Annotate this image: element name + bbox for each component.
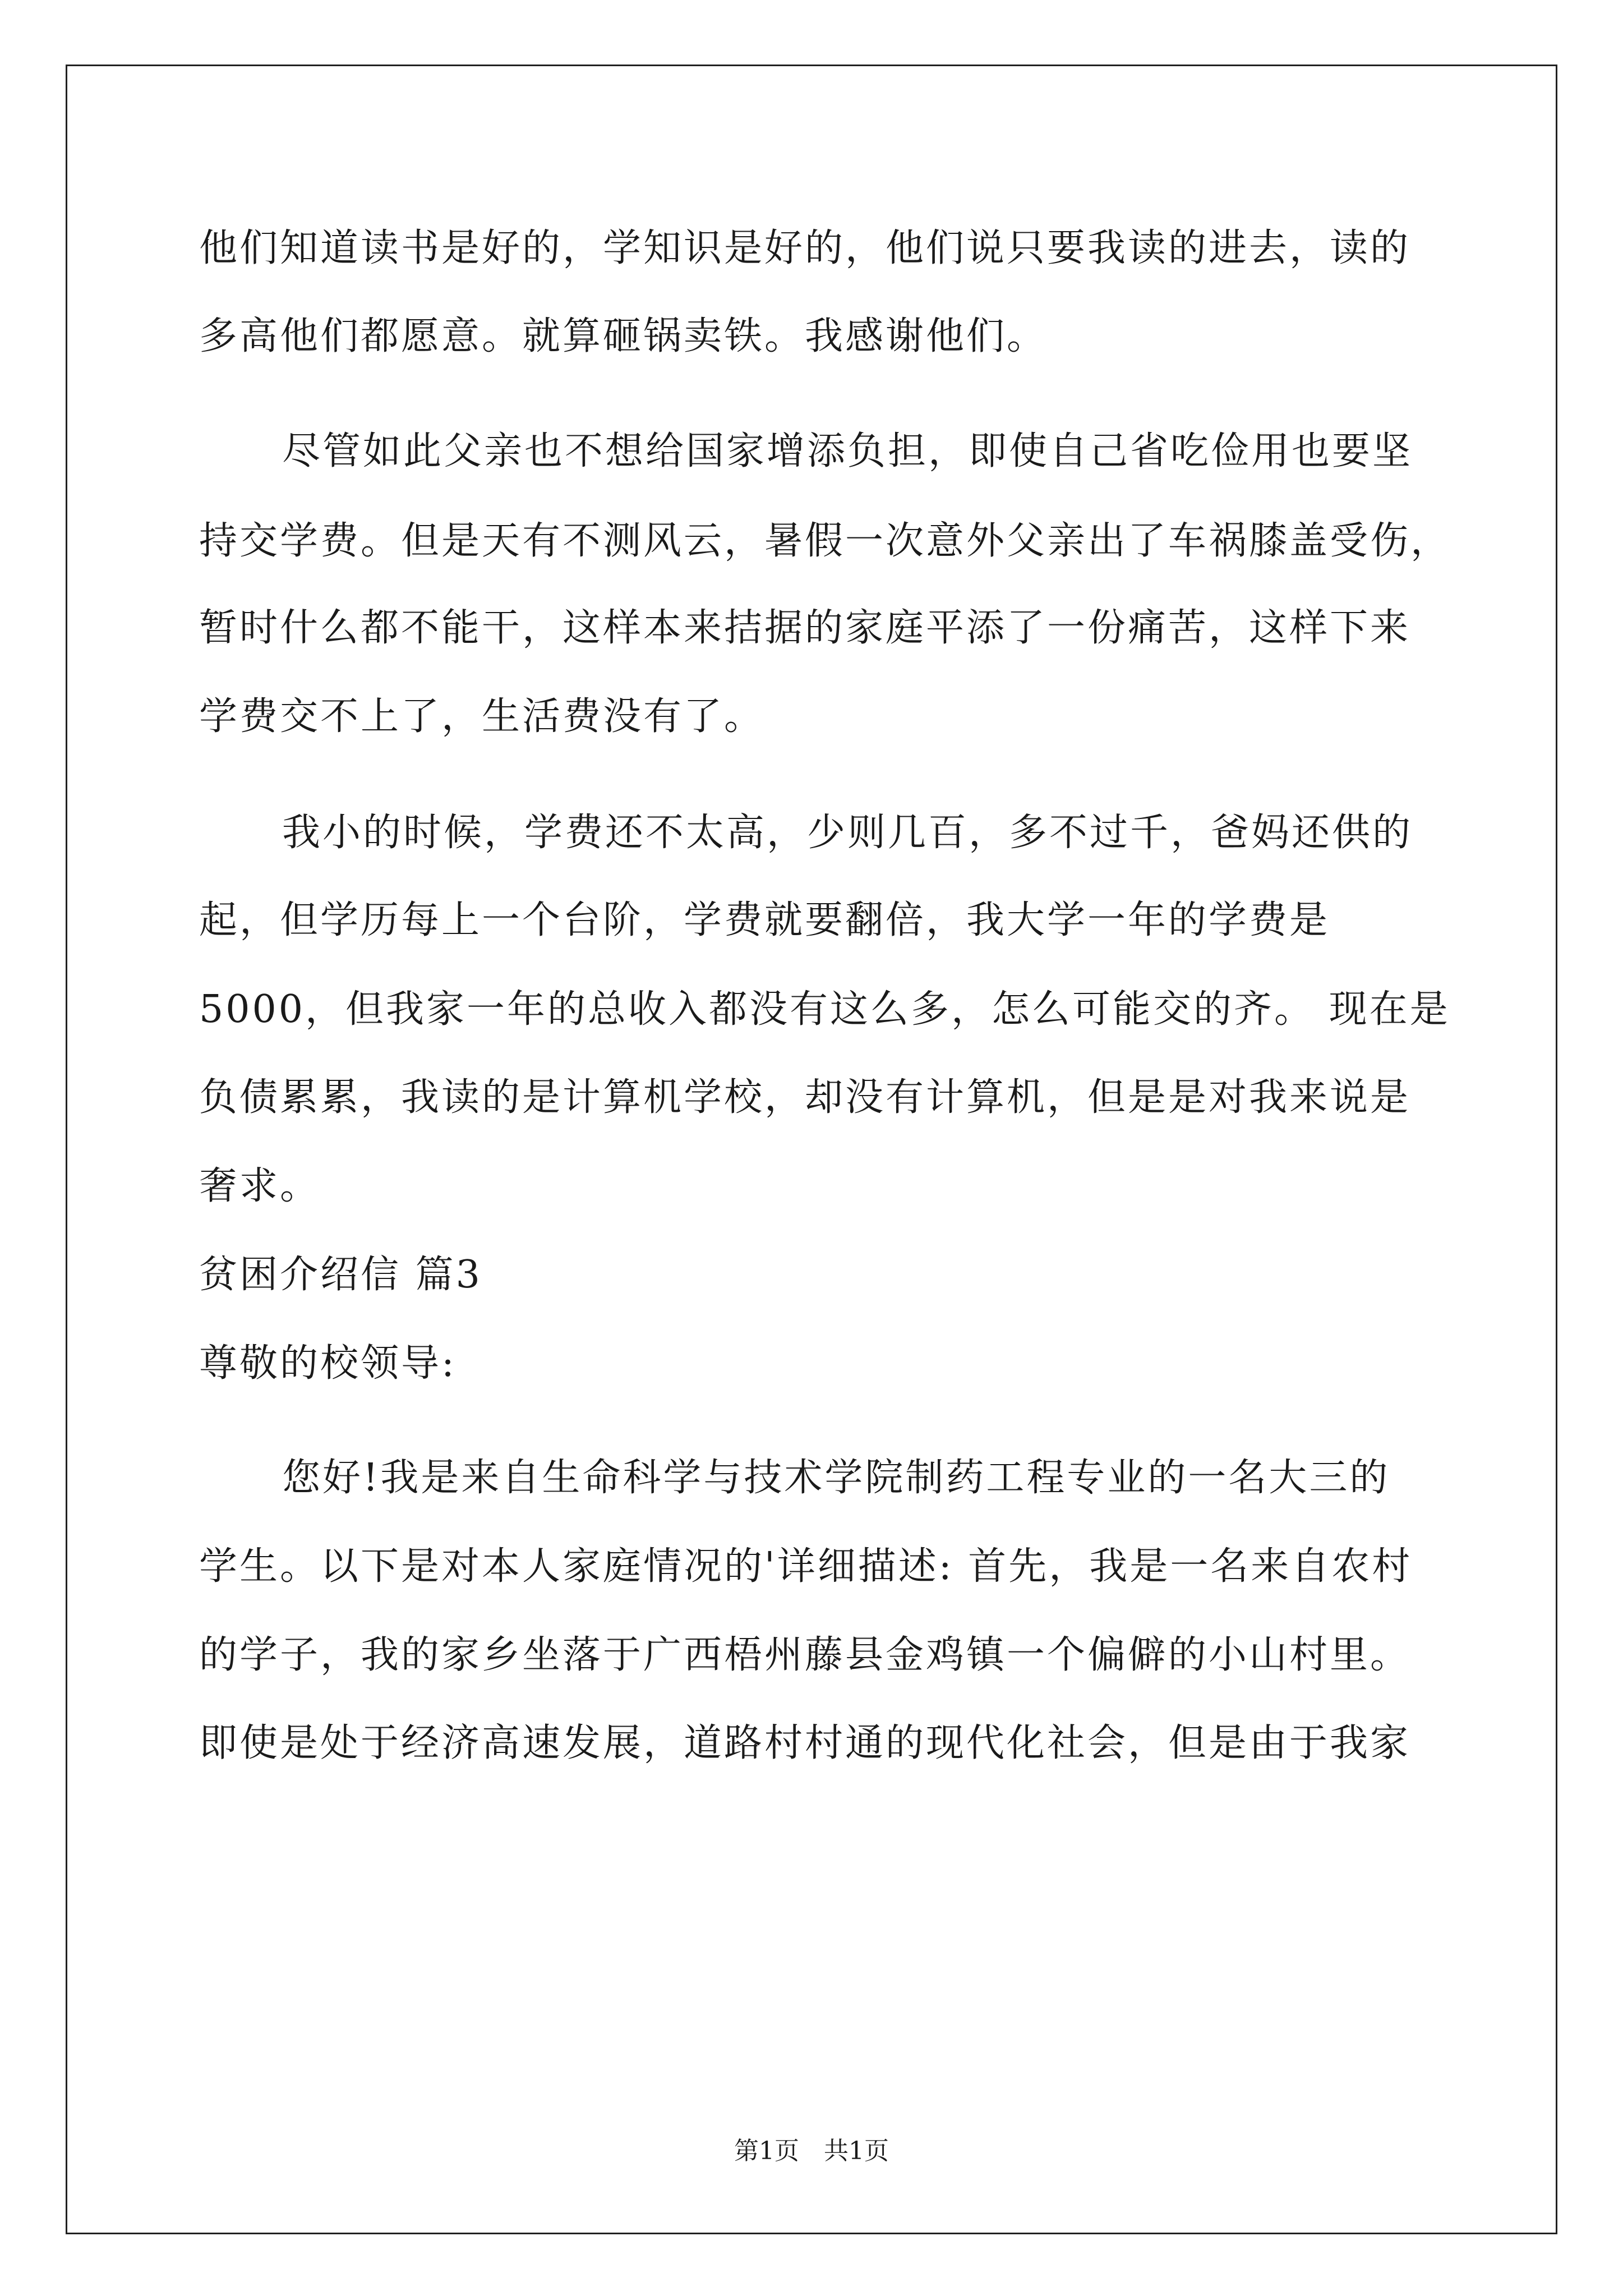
text-line: 尽管如此父亲也不想给国家增添负担，即使自己省吃俭用也要坚 bbox=[282, 429, 1413, 473]
text-line: 负债累累，我读的是计算机学校，却没有计算机，但是是对我来说是 bbox=[199, 1075, 1411, 1120]
page-border bbox=[66, 65, 1557, 2234]
text-line: 持交学费。但是天有不测风云，暑假一次意外父亲出了车祸膝盖受伤， bbox=[199, 519, 1451, 563]
text-line: 5000，但我家一年的总收入都没有这么多，怎么可能交的齐。 现在是 bbox=[199, 987, 1450, 1032]
text-line: 学生。以下是对本人家庭情况的'详细描述: 首先，我是一名来自农村 bbox=[199, 1544, 1413, 1589]
text-line: 即使是处于经济高速发展，道路村村通的现代化社会，但是由于我家 bbox=[199, 1721, 1411, 1765]
section-heading: 贫困介绍信 篇3 bbox=[199, 1253, 482, 1297]
text-line: 他们知道读书是好的，学知识是好的，他们说只要我读的进去，读的 bbox=[199, 226, 1411, 270]
text-line: 我小的时候，学费还不太高，少则几百，多不过千，爸妈还供的 bbox=[282, 811, 1413, 855]
text-line: 的学子，我的家乡坐落于广西梧州藤县金鸡镇一个偏僻的小山村里。 bbox=[199, 1633, 1411, 1677]
text-line: 您好!我是来自生命科学与技术学院制药工程专业的一名大三的 bbox=[282, 1456, 1390, 1500]
text-line: 多高他们都愿意。就算砸锅卖铁。我感谢他们。 bbox=[199, 314, 1048, 358]
text-line: 学费交不上了，生活费没有了。 bbox=[199, 694, 765, 739]
page-number-footer: 第1页 共1页 bbox=[734, 2137, 889, 2165]
text-line: 暂时什么都不能干，这样本来拮据的家庭平添了一份痛苦，这样下来 bbox=[199, 606, 1411, 650]
text-line: 奢求。 bbox=[199, 1164, 321, 1208]
text-line: 起，但学历每上一个台阶，学费就要翻倍，我大学一年的学费是 bbox=[199, 898, 1330, 942]
salutation: 尊敬的校领导: bbox=[199, 1341, 457, 1386]
